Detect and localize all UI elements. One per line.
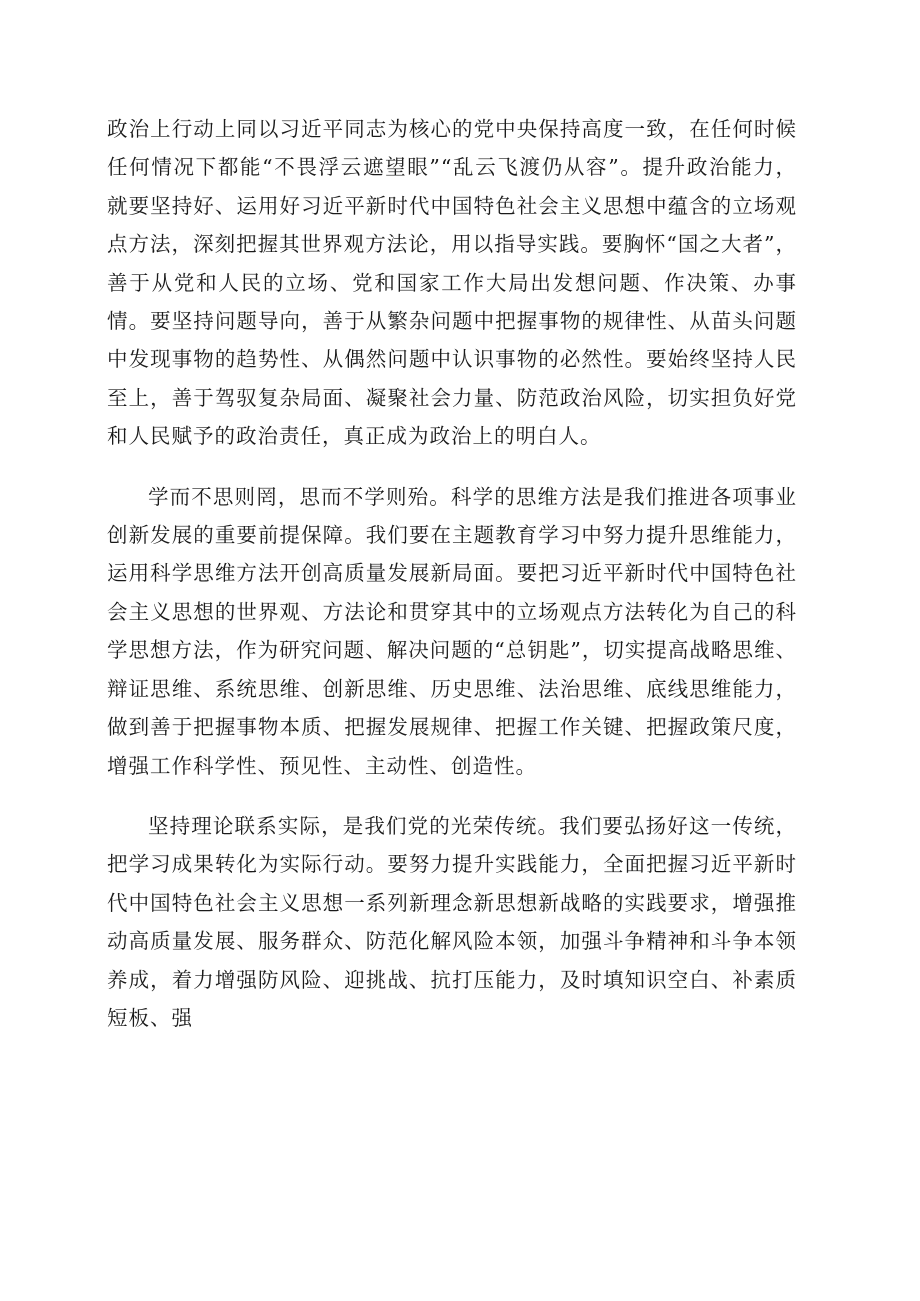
paragraph-thinking-ability: 学而不思则罔，思而不学则殆。科学的思维方法是我们推进各项事业创新发展的重要前提保障。我们要在主题教育学习中努力提升思维能力，运用科学思维方法开创高质量发展新局面。要把习近平新时代中国特色社会主义思想的世界观、方法论和贯穿其中的立场观点方法转化为自己的科学思想方法，作为研究问题、解决问题的“总钥匙”，切实提高战略思维、辩证思维、系统思维、创新思维、历史思维、法治思维、底线思维能力，做到善于把握事物本质、把握发展规律、把握工作关键、把握政策尺度，增强工作科学性、预见性、主动性、创造性。 bbox=[107, 484, 797, 778]
document-body bbox=[107, 110, 797, 1037]
paragraph-political-ability: 政治上行动上同以习近平同志为核心的党中央保持高度一致，在任何时候任何情况下都能“不畏浮云遮望眼”“乱云飞渡仍从容”。提升政治能力，就要坚持好、运用好习近平新时代中国特色社会主义思想中蕴含的立场观点方法，深刻把握其世界观方法论，用以指导实践。要胸怀“国之大者”，善于从党和人民的立场、党和国家工作大局出发想问题、作决策、办事情。要坚持问题导向，善于从繁杂问题中把握事物的规律性、从苗头问题中发现事物的趋势性、从偶然问题中认识事物的必然性。要始终坚持人民至上，善于驾驭复杂局面、凝聚社会力量、防范政治风险，切实担负好党和人民赋予的政治责任，真正成为政治上的明白人。 bbox=[107, 117, 797, 449]
paragraph-practice-ability: 坚持理论联系实际，是我们党的光荣传统。我们要弘扬好这一传统，把学习成果转化为实际行动。要努力提升实践能力，全面把握习近平新时代中国特色社会主义思想一系列新理念新思想新战略的实践要求，增强推动高质量发展、服务群众、防范化解风险本领，加强斗争精神和斗争本领养成，着力增强防风险、迎挑战、抗打压能力，及时填知识空白、补素质短板、强 bbox=[107, 813, 797, 1030]
